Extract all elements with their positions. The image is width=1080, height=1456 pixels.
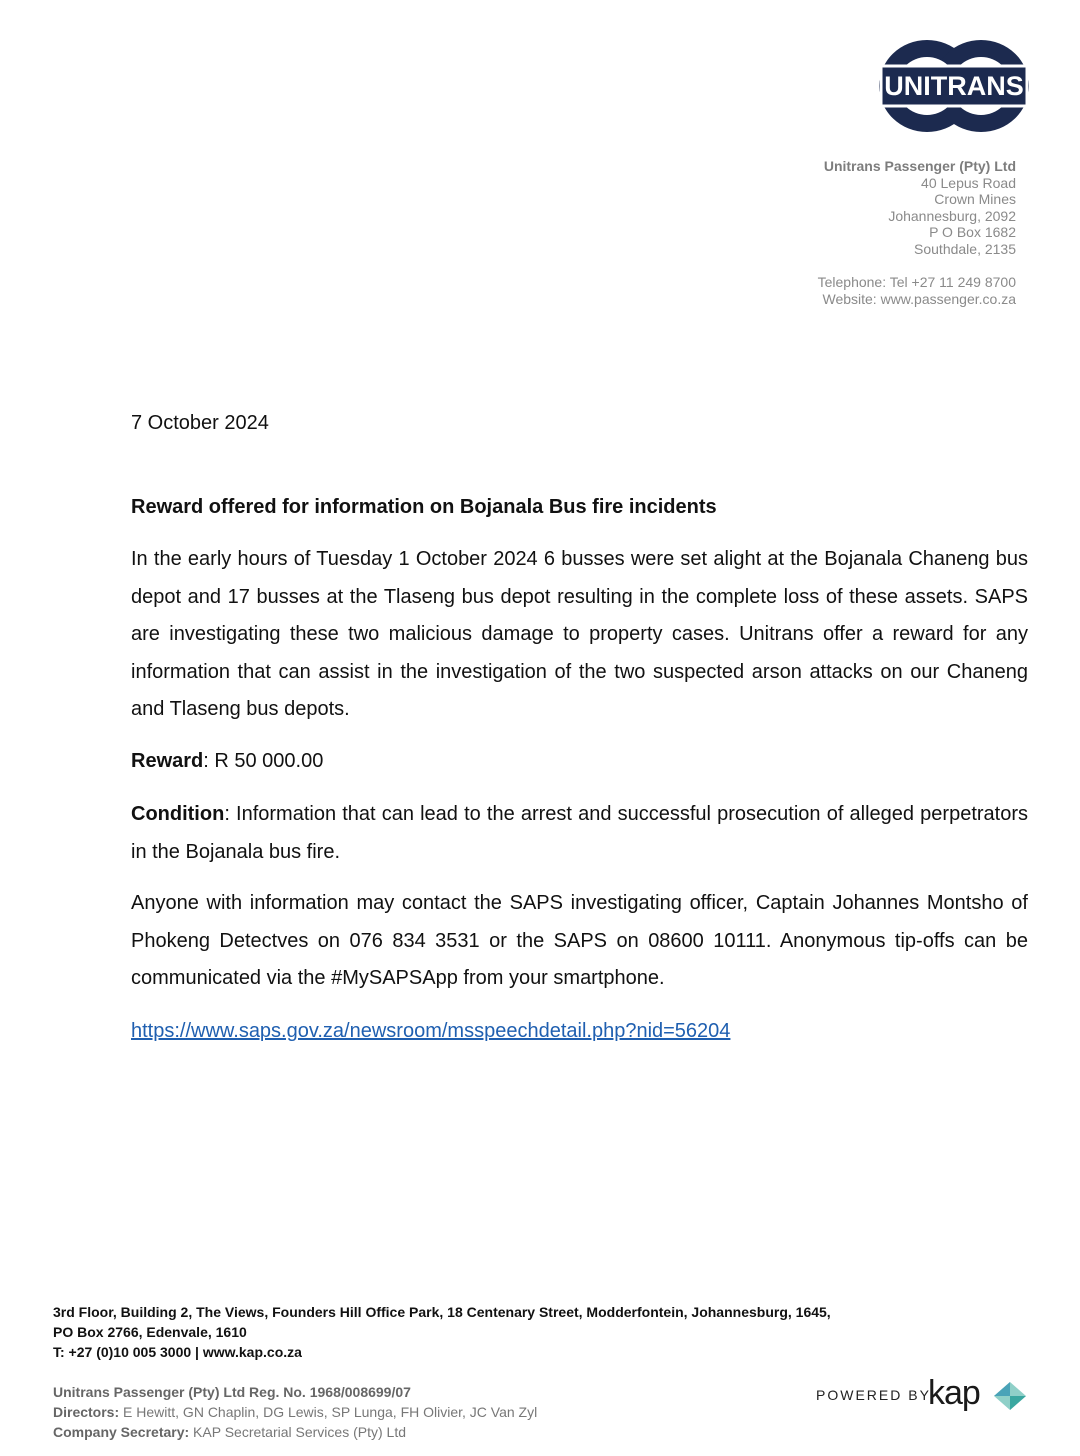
company-contact: [818, 274, 1016, 307]
letter-date: 7 October 2024: [131, 412, 269, 434]
unitrans-logo-text: UNITRANS: [884, 71, 1024, 101]
address-line: P O Box 1682: [929, 224, 1016, 241]
company-name: Unitrans Passenger (Pty) Ltd: [823, 158, 1016, 174]
letter-heading: Reward offered for information on Bojanala Bus fire incidents: [131, 496, 717, 518]
registration-line: [53, 1382, 537, 1402]
condition-text: : Information that can lead to the arrest and successful prosecution of alleged perpetrators in the Bojanala bus fire.: [131, 803, 1028, 863]
powered-by-label: POWERED BY: [816, 1387, 931, 1403]
secretary-name: KAP Secretarial Services (Pty) Ltd: [189, 1424, 406, 1440]
company-address: [824, 158, 1016, 258]
directors-names: E Hewitt, GN Chaplin, DG Lewis, SP Lunga, FH Olivier, JC Van Zyl: [119, 1404, 538, 1420]
website: Website: www.passenger.co.za: [822, 290, 1016, 307]
registration-footer: [53, 1382, 537, 1442]
secretary-label: Company Secretary:: [53, 1424, 190, 1440]
powered-by-kap: [816, 1376, 1030, 1416]
footer-address-line: 3rd Floor, Building 2, The Views, Founders Hill Office Park, 18 Centenary Street, Modderfontein, Johannesburg, 1645,: [53, 1304, 831, 1320]
contact-paragraph: Anyone with information may contact the SAPS investigating officer, Captain Johannes Montsho of Phokeng Detectves on 076 834 3531 or the SAPS on 08600 10111. Anonymous tip-offs can be communicated via the #MySAPSApp from your smartphone.: [131, 892, 1028, 989]
footer-contact-line: T: +27 (0)10 005 3000 | www.kap.co.za: [53, 1344, 302, 1360]
saps-link-line: [131, 1013, 1028, 1051]
telephone: Telephone: Tel +27 11 249 8700: [817, 274, 1016, 290]
address-line: Johannesburg, 2092: [888, 207, 1016, 224]
condition-paragraph: [131, 796, 1028, 871]
directors-label: Directors:: [53, 1404, 120, 1420]
registration-text: Unitrans Passenger (Pty) Ltd Reg. No. 1968/008699/07: [53, 1384, 411, 1400]
address-line: 40 Lepus Road: [921, 174, 1016, 191]
reward-label: Reward: [131, 750, 204, 772]
incident-paragraph: In the early hours of Tuesday 1 October 2024 6 busses were set alight at the Bojanala Chaneng bus depot and 17 busses at the Tlaseng bus depot resulting in the complete loss of these assets. SAPS are investigating these two malicious damage to property cases. Unitrans offer a reward for any information that can assist in the investigation of the two suspected arson attacks on our Chaneng and Tlaseng bus depots.: [131, 548, 1028, 720]
address-line: Southdale, 2135: [914, 240, 1016, 257]
reward-value: : R 50 000.00: [203, 750, 324, 772]
secretary-line: [53, 1422, 537, 1442]
kap-logo-text: kap: [928, 1376, 980, 1412]
reward-line: [131, 743, 1028, 781]
unitrans-logo: [879, 38, 1029, 134]
footer-address-line: PO Box 2766, Edenvale, 1610: [53, 1324, 247, 1340]
saps-newsroom-link[interactable]: https://www.saps.gov.za/newsroom/msspeechdetail.php?nid=56204: [131, 1020, 731, 1042]
address-line: Crown Mines: [934, 191, 1016, 208]
condition-label: Condition: [131, 803, 225, 825]
kap-logo: [926, 1376, 1030, 1416]
directors-line: [53, 1402, 537, 1422]
office-footer: [53, 1302, 831, 1362]
